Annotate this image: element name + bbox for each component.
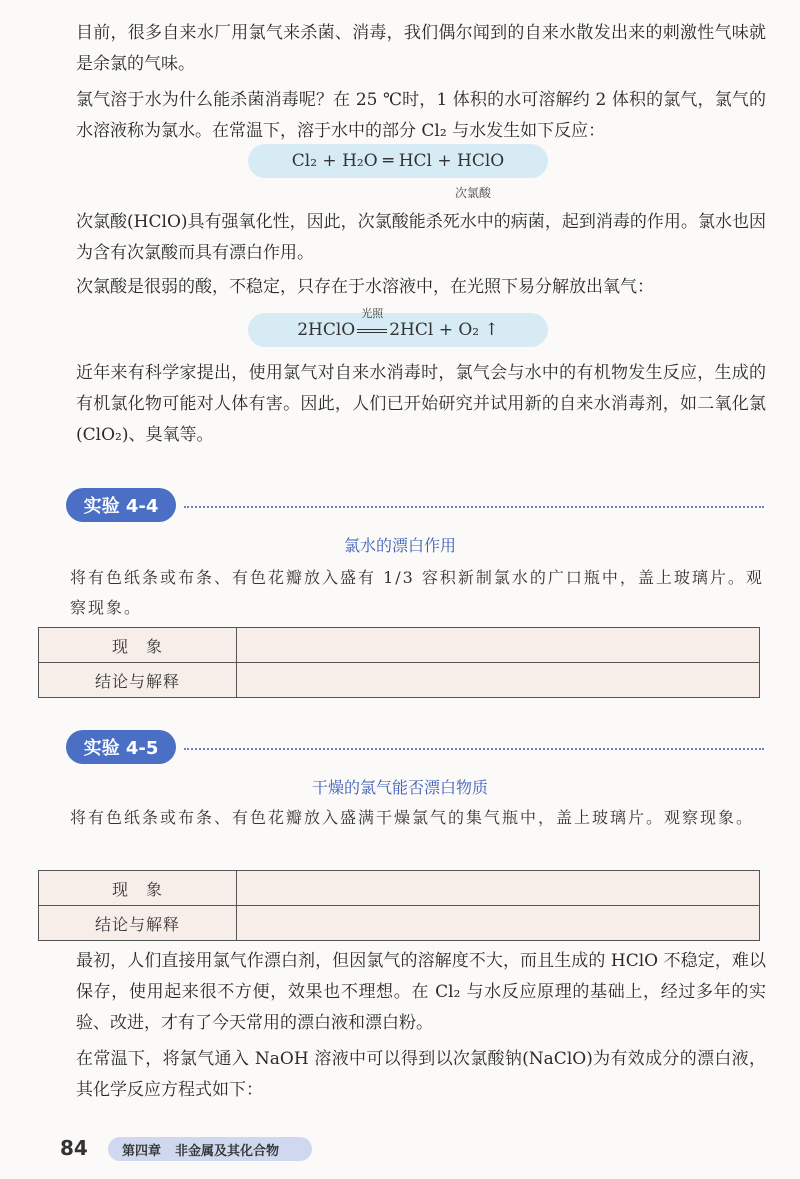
chapter-footer (108, 1137, 312, 1161)
equation-decomposition (248, 307, 548, 347)
equation-chlorine-water (248, 144, 548, 178)
observation-table (38, 627, 760, 698)
observation-cell (237, 871, 760, 906)
observation-cell (237, 628, 760, 663)
chapter-title: 非金属及其化合物 (175, 1143, 280, 1159)
paragraph-hypochlorous-acid: 次氯酸(HClO)具有强氧化性，因此，次氯酸能杀死水中的病菌，起到消毒的作用。氯水也因为含有次氯酸而具有漂白作用。 (76, 212, 766, 263)
reaction-condition: 光照 (361, 307, 384, 320)
paragraph-decomposition: 次氯酸是很弱的酸，不稳定，只存在于水溶液中，在光照下易分解放出氧气： (76, 277, 654, 297)
paragraph-bleach-solution: 在常温下，将氯气通入 NaOH 溶液中可以得到以次氯酸钠(NaClO)为有效成分的漂白液，其化学反应方程式如下： (76, 1049, 766, 1100)
experiment-header-4-5 (66, 730, 766, 766)
table-row-label: 现 象 (39, 871, 237, 906)
table-row-label: 结论与解释 (39, 663, 237, 698)
paragraph-new-disinfectants: 近年来有科学家提出，使用氯气对自来水消毒时，氯气会与水中的有机物发生反应，生成的有机氯化物可能对人体有害。因此，人们已开始研究并试用新的自来水消毒剂，如二氧化氯(ClO₂)、臭氧等。 (76, 363, 766, 445)
equation-note-hclo: 次氯酸 (455, 186, 492, 200)
table-row-label: 现 象 (39, 628, 237, 663)
table-row (39, 628, 760, 663)
experiment-label: 实验 4-5 (66, 730, 176, 764)
experiment-label: 实验 4-4 (66, 488, 176, 522)
experiment-title: 氯水的漂白作用 (343, 536, 456, 555)
table-row (39, 663, 760, 698)
page-number: 84 (60, 1136, 88, 1160)
dotted-divider (184, 506, 764, 508)
equation-text: Cl₂ + H₂O ═ HCl + HClO (291, 151, 505, 171)
dotted-divider (184, 748, 764, 750)
equation-right: 2HCl + O₂ ↑ (389, 320, 499, 340)
table-row (39, 871, 760, 906)
chapter-number: 第四章 (122, 1143, 162, 1159)
paragraph-bleach-history: 最初，人们直接用氯气作漂白剂，但因氯气的溶解度不大，而且生成的 HClO 不稳定，难以保存，使用起来很不方便，效果也不理想。在 Cl₂ 与水反应原理的基础上，经过多年的实验、改进，才有了今天常用的漂白液和漂白粉。 (76, 951, 766, 1033)
conclusion-cell (237, 906, 760, 941)
table-row (39, 906, 760, 941)
experiment-instructions: 将有色纸条或布条、有色花瓣放入盛有 1/3 容积新制氯水的广口瓶中，盖上玻璃片。观察现象。 (70, 568, 764, 617)
table-row-label: 结论与解释 (39, 906, 237, 941)
experiment-title: 干燥的氯气能否漂白物质 (311, 778, 488, 797)
experiment-instructions: 将有色纸条或布条、有色花瓣放入盛满干燥氯气的集气瓶中，盖上玻璃片。观察现象。 (70, 808, 755, 827)
paragraph-residual-chlorine: 目前，很多自来水厂用氯气来杀菌、消毒，我们偶尔闻到的自来水散发出来的刺激性气味就是余氯的气味。 (76, 23, 766, 74)
paragraph-chlorine-water: 氯气溶于水为什么能杀菌消毒呢？在 25 ℃时，1 体积的水可溶解约 2 体积的氯气，氯气的水溶液称为氯水。在常温下，溶于水中的部分 Cl₂ 与水发生如下反应： (76, 90, 766, 141)
reaction-arrow (357, 307, 387, 340)
conclusion-cell (237, 663, 760, 698)
observation-table (38, 870, 760, 941)
equation-left: 2HClO (297, 320, 356, 340)
experiment-header-4-4 (66, 488, 766, 524)
